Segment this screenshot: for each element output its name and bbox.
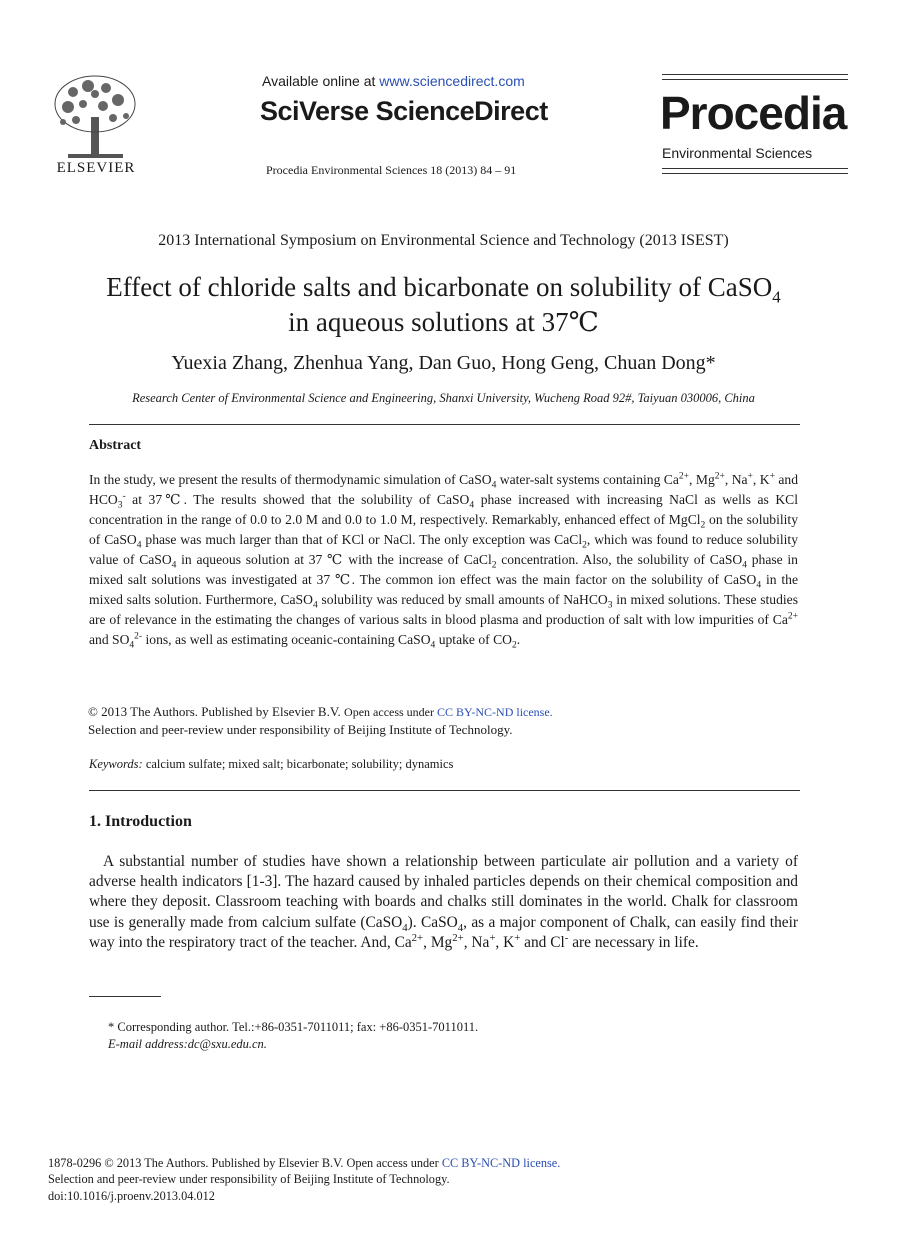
introduction-paragraph: A substantial number of studies have shown a relationship between particulate air pollution and a variety of adverse health indicators [1-3]. The hazard caused by inhaled particles depends on their chemical composition and where they deposit. Classroom teaching with boards and chalks still dominates in the world. Chalk for classroom use is generally made from calcium sulfate (CaSO$_4$). CaSO$_4$, as a major component of Chalk, can easily find their way into the respiratory tract of the teacher. And, $Ca^{2+}$, $Mg^{2+}$, Na+, K+ and Cl- are necessary in life. <box>89 853 798 951</box>
available-online: Available online at www.sciencedirect.com <box>262 73 525 89</box>
abstract-heading: Abstract <box>89 438 142 453</box>
symposium-line: 2013 International Symposium on Environmental Science and Technology (2013 ISEST) <box>158 232 729 249</box>
affiliation: Research Center of Environmental Science and Engineering, Shanxi University, Wucheng Road 92#, Taiyuan 030006, China <box>132 391 755 405</box>
sciencedirect-link[interactable]: www.sciencedirect.com <box>379 73 525 89</box>
elsevier-wordmark: ELSEVIER <box>56 160 136 176</box>
rule <box>662 74 848 75</box>
authors: Yuexia Zhang, Zhenhua Yang, Dan Guo, Hong Geng, Chuan Dong* <box>171 352 716 374</box>
journal-citation: Procedia Environmental Sciences 18 (2013) 84 – 91 <box>266 163 517 177</box>
email-address: E-mail address:dc@sxu.edu.cn. <box>108 1037 267 1051</box>
license-block: © 2013 The Authors. Published by Elsevier B.V. Open access under CC BY-NC-ND license. Selection and peer-review under responsibility of Beijing Institute of Technology. <box>88 704 553 737</box>
procedia-subtitle: Environmental Sciences <box>662 145 813 161</box>
rule <box>662 173 848 174</box>
page-footer: 1878-0296 © 2013 The Authors. Published by Elsevier B.V. Open access under CC BY-NC-ND license. Selection and peer-review under responsibility of Beijing Institute of Technology. doi:10.1016/j.proenv.2013.04.012 <box>48 1156 561 1203</box>
keywords: Keywords: calcium sulfate; mixed salt; bicarbonate; solubility; dynamics <box>89 757 454 771</box>
license-link[interactable]: CC BY-NC-ND license. <box>437 705 553 719</box>
rule <box>662 168 848 169</box>
doi[interactable]: doi:10.1016/j.proenv.2013.04.012 <box>48 1188 215 1203</box>
rule <box>662 79 848 80</box>
footnote-rule <box>89 996 161 997</box>
footer-license-link[interactable]: CC BY-NC-ND license. <box>441 1156 561 1170</box>
corresponding-author: * Corresponding author. Tel.:+86-0351-7011011; fax: +86-0351-7011011. <box>108 1020 479 1034</box>
paper-title: Effect of chloride salts and bicarbonate on solubility of CaSO$_4$ in aqueous solutions at 37℃ <box>106 272 781 337</box>
divider <box>89 790 800 791</box>
abstract-body: In the study, we present the results of thermodynamic simulation of CaSO$_4$ water-salt systems containing $Ca^{2+}$, $Mg^{2+}$, Na+, K+ and $HCO_3^-$ at 37℃. The results showed that the solubility of CaSO$_4$ phase increased with increasing NaCl as wells as KCl concentration in the range of 0.0 to 2.0 M and 0.0 to 1.0 M, respectively. Remarkably, enhanced effect of MgCl$_2$ on the solubility of CaSO$_4$ phase was much larger than that of KCl or NaCl. The only exception was CaCl$_2$, which was found to reduce solubility value of CaSO$_4$ in aqueous solution at 37 ℃ with the increase of CaCl$_2$ concentration. Also, the solubility of CaSO$_4$ phase in mixed salt solutions was investigated at 37 ℃. The common ion effect was the main factor on the solubility of CaSO$_4$ in the mixed salts solution. Furthermore, CaSO$_4$ solubility was reduced by small amounts of NaHCO$_3$ in mixed solutions. These studies are of relevance in the estimating the changes of various salts in blood plasma and production of salt with low impurities of $Ca^{2+}$ and $SO_4^{2-}$ ions, as well as estimating oceanic-containing CaSO$_4$ uptake of $CO_2$. <box>89 471 799 651</box>
section-heading-introduction: 1. Introduction <box>89 813 192 830</box>
divider <box>89 424 800 425</box>
procedia-logo: Procedia <box>660 87 847 139</box>
sciverse-logo: SciVerse ScienceDirect <box>260 96 548 126</box>
